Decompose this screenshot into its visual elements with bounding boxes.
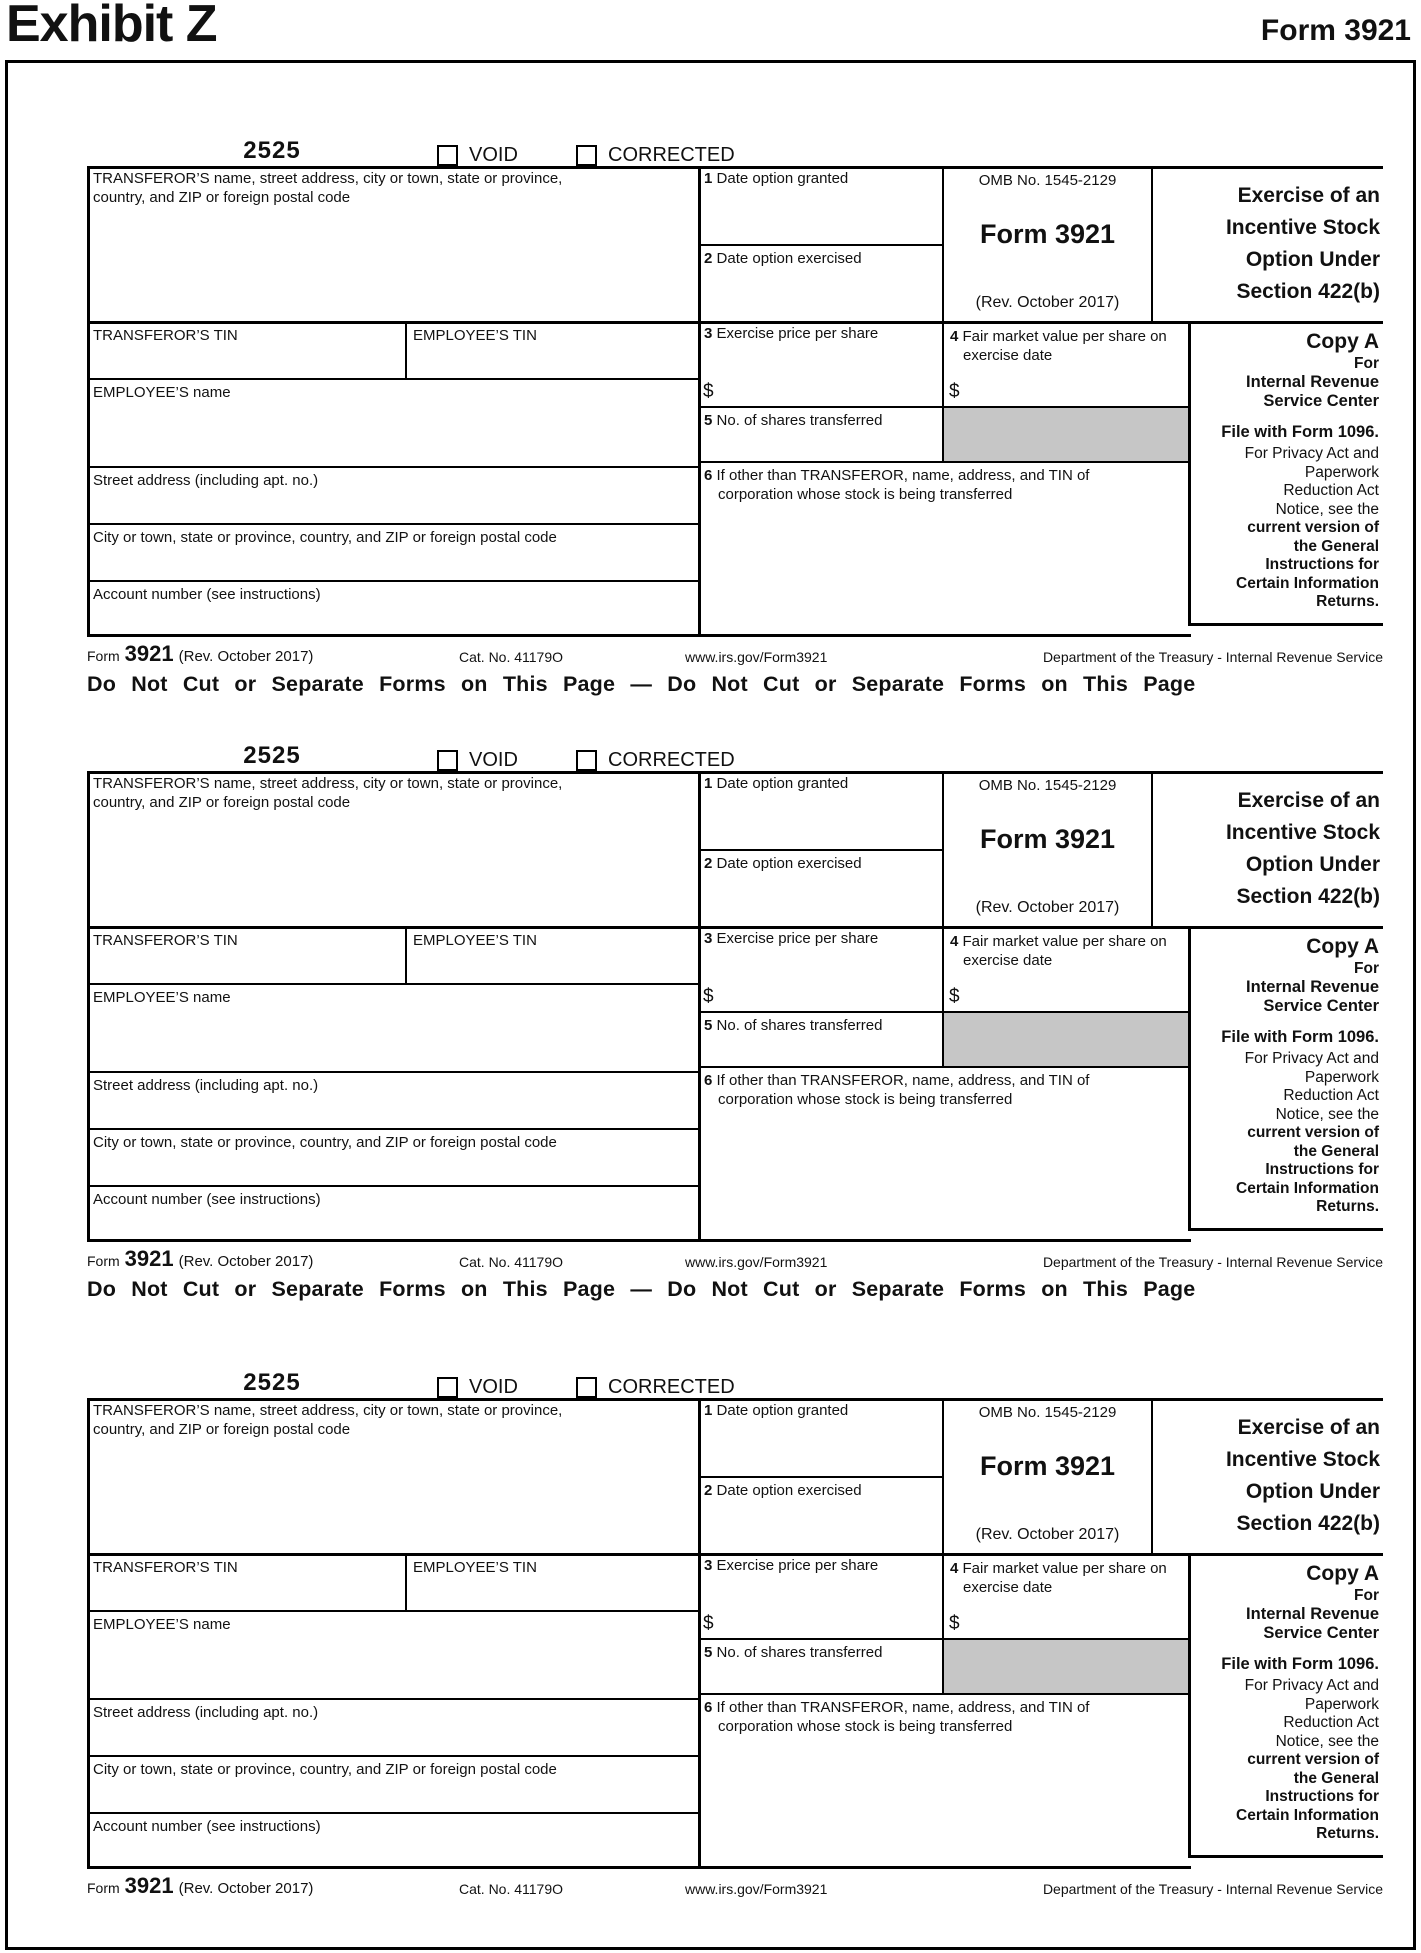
box3-exercise-price[interactable] <box>698 321 942 406</box>
street-address-label: Street address (including apt. no.) <box>93 472 319 489</box>
copy-a-file-instruction: File with Form 1096. <box>1221 1028 1379 1046</box>
footer-revision: (Rev. October 2017) <box>178 1880 314 1897</box>
box2-date-option-exercised[interactable] <box>698 1476 942 1553</box>
privacy-line4: Notice, see the <box>1275 1732 1379 1750</box>
employee-name-box[interactable] <box>87 983 698 1071</box>
footer-form-word: Form <box>87 1253 120 1269</box>
copy-a-label: Copy A <box>1306 330 1379 353</box>
privacy-line1: For Privacy Act and <box>1244 1677 1379 1694</box>
shaded-box <box>942 406 1188 461</box>
corrected-label: CORRECTED <box>608 1376 735 1398</box>
form-code: 2525 <box>243 742 301 769</box>
footer-website: www.irs.gov/Form3921 <box>685 1881 828 1897</box>
privacy-bold-line2: the General <box>1293 1769 1379 1787</box>
employee-name-label: EMPLOYEE’S name <box>93 1616 231 1633</box>
transferor-tin-box[interactable] <box>87 926 405 983</box>
city-label: City or town, state or province, country, and ZIP or foreign postal code <box>93 1134 557 1151</box>
box1-label: 1 Date option granted <box>704 1402 849 1419</box>
street-address-label: Street address (including apt. no.) <box>93 1077 319 1094</box>
corrected-checkbox-group <box>576 1376 735 1399</box>
transferor-tin-label: TRANSFEROR’S TIN <box>93 932 238 949</box>
main-title-line1: Exercise of an <box>1237 184 1380 207</box>
box6-corporation-info[interactable] <box>698 461 1188 637</box>
employee-tin-box[interactable] <box>405 926 698 983</box>
form-grid <box>87 1398 1383 1869</box>
corrected-checkbox[interactable] <box>576 1377 597 1398</box>
privacy-bold-line2: the General <box>1293 537 1379 555</box>
form-bottom-border <box>87 1866 1191 1869</box>
account-number-label: Account number (see instructions) <box>93 1818 321 1835</box>
box5-shares-transferred[interactable] <box>698 1638 942 1693</box>
form-header-row <box>87 1371 1383 1398</box>
copy-a-label: Copy A <box>1306 1562 1379 1585</box>
footer-website: www.irs.gov/Form3921 <box>685 649 828 665</box>
street-address-label: Street address (including apt. no.) <box>93 1704 319 1721</box>
void-checkbox-group <box>437 1376 518 1399</box>
box3-dollar-sign: $ <box>703 986 714 1008</box>
form-middle-divider <box>698 771 701 1242</box>
form-left-border <box>87 771 90 1242</box>
box1-label: 1 Date option granted <box>704 775 849 792</box>
main-title-line2: Incentive Stock <box>1225 216 1380 239</box>
void-checkbox[interactable] <box>437 750 458 771</box>
form-left-border <box>87 166 90 637</box>
main-title <box>1151 771 1383 926</box>
box6-label-line2: corporation whose stock is being transferred <box>718 1717 1013 1735</box>
footer-revision: (Rev. October 2017) <box>178 1253 314 1270</box>
box6-label-line2: corporation whose stock is being transferred <box>718 1090 1013 1108</box>
box3-exercise-price[interactable] <box>698 1553 942 1638</box>
transferor-tin-box[interactable] <box>87 321 405 378</box>
copy-a-recipient-line1: Internal Revenue <box>1246 978 1379 996</box>
box5-label: 5 No. of shares transferred <box>704 1017 883 1034</box>
transferor-name-box[interactable] <box>87 166 698 321</box>
account-number-label: Account number (see instructions) <box>93 1191 321 1208</box>
account-number-box[interactable] <box>87 1185 698 1242</box>
copy-a-recipient-line1: Internal Revenue <box>1246 1605 1379 1623</box>
form-middle-divider <box>698 166 701 637</box>
do-not-cut-notice: Do Not Cut or Separate Forms on This Page — Do Not Cut or Separate Forms on This Page <box>87 1277 1196 1301</box>
city-box[interactable] <box>87 1755 698 1812</box>
box1-date-option-granted[interactable] <box>698 1398 942 1476</box>
form-grid <box>87 166 1383 637</box>
box2-date-option-exercised[interactable] <box>698 244 942 321</box>
revision-date: (Rev. October 2017) <box>975 899 1120 916</box>
box6-label-line1: 6 If other than TRANSFEROR, name, address, and TIN of <box>704 1699 1090 1716</box>
box4-fair-market-value[interactable] <box>942 321 1188 406</box>
copy-a-label: Copy A <box>1306 935 1379 958</box>
box5-label: 5 No. of shares transferred <box>704 412 883 429</box>
privacy-line3: Reduction Act <box>1283 1714 1379 1731</box>
footer-cat-no: Cat. No. 41179O <box>459 1254 564 1270</box>
box2-label: 2 Date option exercised <box>704 855 862 872</box>
form-top-border <box>87 1398 1383 1401</box>
box6-label-line2: corporation whose stock is being transferred <box>718 485 1013 503</box>
city-label: City or town, state or province, country, and ZIP or foreign postal code <box>93 529 557 546</box>
form-title-number: Form 3921 <box>979 1451 1116 1481</box>
main-title-line1: Exercise of an <box>1237 1416 1380 1439</box>
form-title-number: Form 3921 <box>979 219 1116 249</box>
box3-label: 3 Exercise price per share <box>704 930 879 947</box>
box4-fair-market-value[interactable] <box>942 1553 1188 1638</box>
footer-form-id <box>87 1873 313 1899</box>
box4-fair-market-value[interactable] <box>942 926 1188 1011</box>
omb-box <box>942 1398 1151 1553</box>
transferor-tin-label: TRANSFEROR’S TIN <box>93 1559 238 1576</box>
form-bottom-border <box>87 634 1191 637</box>
footer-form-number: 3921 <box>124 641 174 666</box>
footer-website: www.irs.gov/Form3921 <box>685 1254 828 1270</box>
copy-a-file-instruction: File with Form 1096. <box>1221 423 1379 441</box>
form-3921-copy <box>87 139 1383 697</box>
box6-label-line1: 6 If other than TRANSFEROR, name, address, and TIN of <box>704 1072 1090 1089</box>
transferor-name-label-line1: TRANSFEROR’S name, street address, city or town, state or province, <box>93 775 563 792</box>
city-box[interactable] <box>87 523 698 580</box>
main-title-line1: Exercise of an <box>1237 789 1380 812</box>
corrected-checkbox-group <box>576 144 735 167</box>
main-title-line3: Option Under <box>1245 853 1380 876</box>
form-title-number: Form 3921 <box>979 824 1116 854</box>
transferor-name-box[interactable] <box>87 771 698 926</box>
void-checkbox[interactable] <box>437 145 458 166</box>
main-title-line3: Option Under <box>1245 248 1380 271</box>
main-title-line4: Section 422(b) <box>1236 885 1380 908</box>
transferor-name-label-line2: country, and ZIP or foreign postal code <box>93 793 351 811</box>
employee-tin-label: EMPLOYEE’S TIN <box>413 327 537 344</box>
void-label: VOID <box>469 144 518 166</box>
box3-exercise-price[interactable] <box>698 926 942 1011</box>
footer-department: Department of the Treasury - Internal Revenue Service <box>1042 1254 1383 1270</box>
form-top-border <box>87 166 1383 169</box>
box4-dollar-sign: $ <box>949 1613 960 1635</box>
privacy-line4: Notice, see the <box>1275 1105 1379 1123</box>
shaded-box <box>942 1638 1188 1693</box>
footer-form-id <box>87 1246 313 1272</box>
privacy-line1: For Privacy Act and <box>1244 1050 1379 1067</box>
box2-date-option-exercised[interactable] <box>698 849 942 926</box>
omb-box <box>942 166 1151 321</box>
transferor-name-box[interactable] <box>87 1398 698 1553</box>
footer-revision: (Rev. October 2017) <box>178 648 314 665</box>
void-checkbox[interactable] <box>437 1377 458 1398</box>
box5-shares-transferred[interactable] <box>698 406 942 461</box>
form-left-border <box>87 1398 90 1869</box>
form-3921-copy <box>87 744 1383 1302</box>
form-rowa-divider <box>87 926 1188 929</box>
copy-a-for: For <box>1354 960 1379 977</box>
box2-label: 2 Date option exercised <box>704 1482 862 1499</box>
box4-label: 4 Fair market value per share on exercise date <box>950 933 1167 969</box>
box5-shares-transferred[interactable] <box>698 1011 942 1066</box>
privacy-bold-line5: Returns. <box>1316 1198 1379 1215</box>
footer-department: Department of the Treasury - Internal Revenue Service <box>1042 1881 1383 1897</box>
employee-tin-label: EMPLOYEE’S TIN <box>413 932 537 949</box>
main-title-line2: Incentive Stock <box>1225 1448 1380 1471</box>
privacy-line2: Paperwork <box>1304 1068 1379 1086</box>
box1-label: 1 Date option granted <box>704 170 849 187</box>
street-address-box[interactable] <box>87 1071 698 1128</box>
copy-a-recipient-line2: Service Center <box>1263 392 1379 410</box>
box3-label: 3 Exercise price per share <box>704 1557 879 1574</box>
footer-cat-no: Cat. No. 41179O <box>459 649 564 665</box>
form-header-row <box>87 744 1383 771</box>
privacy-bold-line1: current version of <box>1247 1751 1379 1768</box>
revision-date: (Rev. October 2017) <box>975 1526 1120 1543</box>
privacy-line2: Paperwork <box>1304 463 1379 481</box>
footer-department: Department of the Treasury - Internal Revenue Service <box>1042 649 1383 665</box>
copy-a-recipient-line1: Internal Revenue <box>1246 373 1379 391</box>
box3-dollar-sign: $ <box>703 1613 714 1635</box>
privacy-line4: Notice, see the <box>1275 500 1379 518</box>
main-title-line4: Section 422(b) <box>1236 1512 1380 1535</box>
form-middle-divider <box>698 1398 701 1869</box>
transferor-name-label-line1: TRANSFEROR’S name, street address, city or town, state or province, <box>93 1402 563 1419</box>
box6-corporation-info[interactable] <box>698 1693 1188 1869</box>
shaded-box <box>942 1011 1188 1066</box>
void-checkbox-group <box>437 749 518 772</box>
box1-date-option-granted[interactable] <box>698 771 942 849</box>
privacy-bold-line4: Certain Information <box>1236 1806 1379 1824</box>
city-box[interactable] <box>87 1128 698 1185</box>
account-number-box[interactable] <box>87 580 698 637</box>
form-footer <box>87 642 1383 667</box>
transferor-name-label-line2: country, and ZIP or foreign postal code <box>93 1420 351 1438</box>
footer-form-word: Form <box>87 1880 120 1896</box>
privacy-bold-line3: Instructions for <box>1265 1161 1379 1178</box>
privacy-line1: For Privacy Act and <box>1244 445 1379 462</box>
main-title-line4: Section 422(b) <box>1236 280 1380 303</box>
box6-corporation-info[interactable] <box>698 1066 1188 1242</box>
city-label: City or town, state or province, country, and ZIP or foreign postal code <box>93 1761 557 1778</box>
footer-cat-no: Cat. No. 41179O <box>459 1881 564 1897</box>
form-rowa-divider <box>87 1553 1188 1556</box>
corrected-checkbox-group <box>576 749 735 772</box>
street-address-box[interactable] <box>87 466 698 523</box>
main-title <box>1151 166 1383 321</box>
privacy-bold-line4: Certain Information <box>1236 574 1379 592</box>
privacy-bold-line5: Returns. <box>1316 593 1379 610</box>
employee-name-label: EMPLOYEE’S name <box>93 989 231 1006</box>
void-checkbox-group <box>437 144 518 167</box>
box4-label: 4 Fair market value per share on exercise date <box>950 1560 1167 1596</box>
omb-number: OMB No. 1545-2129 <box>978 172 1117 189</box>
employee-name-box[interactable] <box>87 378 698 466</box>
form-3921-copy <box>87 1371 1383 1899</box>
exhibit-title: Exhibit Z <box>6 0 217 53</box>
main-title-line2: Incentive Stock <box>1225 821 1380 844</box>
copy-a-panel <box>1188 1553 1383 1858</box>
form-footer <box>87 1247 1383 1272</box>
copy-a-for: For <box>1354 355 1379 372</box>
footer-form-word: Form <box>87 648 120 664</box>
employee-tin-label: EMPLOYEE’S TIN <box>413 1559 537 1576</box>
box1-date-option-granted[interactable] <box>698 166 942 244</box>
void-label: VOID <box>469 1376 518 1398</box>
copy-a-panel <box>1188 926 1383 1231</box>
privacy-line3: Reduction Act <box>1283 1087 1379 1104</box>
account-number-label: Account number (see instructions) <box>93 586 321 603</box>
copy-a-file-instruction: File with Form 1096. <box>1221 1655 1379 1673</box>
corrected-label: CORRECTED <box>608 144 735 166</box>
footer-form-number: 3921 <box>124 1873 174 1898</box>
street-address-box[interactable] <box>87 1698 698 1755</box>
privacy-bold-line3: Instructions for <box>1265 1788 1379 1805</box>
employee-tin-box[interactable] <box>405 1553 698 1610</box>
omb-box <box>942 771 1151 926</box>
box4-dollar-sign: $ <box>949 381 960 403</box>
privacy-bold-line1: current version of <box>1247 1124 1379 1141</box>
form-code: 2525 <box>243 137 301 164</box>
copy-a-panel <box>1188 321 1383 626</box>
void-label: VOID <box>469 749 518 771</box>
box4-dollar-sign: $ <box>949 986 960 1008</box>
form-footer <box>87 1874 1383 1899</box>
transferor-name-label-line1: TRANSFEROR’S name, street address, city or town, state or province, <box>93 170 563 187</box>
employee-name-label: EMPLOYEE’S name <box>93 384 231 401</box>
box6-label-line1: 6 If other than TRANSFEROR, name, address, and TIN of <box>704 467 1090 484</box>
privacy-line2: Paperwork <box>1304 1695 1379 1713</box>
transferor-tin-box[interactable] <box>87 1553 405 1610</box>
revision-date: (Rev. October 2017) <box>975 294 1120 311</box>
box2-label: 2 Date option exercised <box>704 250 862 267</box>
omb-number: OMB No. 1545-2129 <box>978 1404 1117 1421</box>
copy-a-for: For <box>1354 1587 1379 1604</box>
box5-label: 5 No. of shares transferred <box>704 1644 883 1661</box>
box4-label: 4 Fair market value per share on exercise date <box>950 328 1167 364</box>
form-top-border <box>87 771 1383 774</box>
form-grid <box>87 771 1383 1242</box>
copy-a-recipient-line2: Service Center <box>1263 997 1379 1015</box>
privacy-bold-line2: the General <box>1293 1142 1379 1160</box>
form-header-row <box>87 139 1383 166</box>
privacy-line3: Reduction Act <box>1283 482 1379 499</box>
form-number-header: Form 3921 <box>1260 14 1411 47</box>
corrected-label: CORRECTED <box>608 749 735 771</box>
privacy-bold-line3: Instructions for <box>1265 556 1379 573</box>
transferor-tin-label: TRANSFEROR’S TIN <box>93 327 238 344</box>
form-code: 2525 <box>243 1369 301 1396</box>
privacy-bold-line1: current version of <box>1247 519 1379 536</box>
employee-name-box[interactable] <box>87 1610 698 1698</box>
form-rowa-divider <box>87 321 1188 324</box>
footer-form-id <box>87 641 313 667</box>
employee-tin-box[interactable] <box>405 321 698 378</box>
copy-a-recipient-line2: Service Center <box>1263 1624 1379 1642</box>
form-bottom-border <box>87 1239 1191 1242</box>
box3-dollar-sign: $ <box>703 381 714 403</box>
page-border <box>5 60 1416 1950</box>
privacy-bold-line4: Certain Information <box>1236 1179 1379 1197</box>
corrected-checkbox[interactable] <box>576 750 597 771</box>
corrected-checkbox[interactable] <box>576 145 597 166</box>
main-title-line3: Option Under <box>1245 1480 1380 1503</box>
main-title <box>1151 1398 1383 1553</box>
transferor-name-label-line2: country, and ZIP or foreign postal code <box>93 188 351 206</box>
footer-form-number: 3921 <box>124 1246 174 1271</box>
privacy-bold-line5: Returns. <box>1316 1825 1379 1842</box>
do-not-cut-notice: Do Not Cut or Separate Forms on This Page — Do Not Cut or Separate Forms on This Page <box>87 672 1196 696</box>
omb-number: OMB No. 1545-2129 <box>978 777 1117 794</box>
box3-label: 3 Exercise price per share <box>704 325 879 342</box>
account-number-box[interactable] <box>87 1812 698 1869</box>
